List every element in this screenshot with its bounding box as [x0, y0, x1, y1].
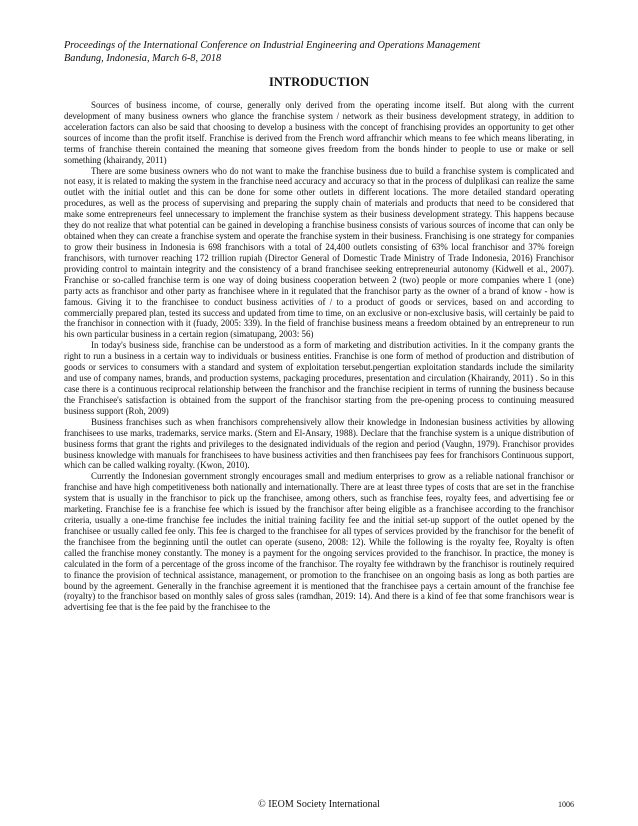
running-header	[64, 39, 574, 65]
copyright-notice: © IEOM Society International	[258, 799, 380, 810]
body-text	[64, 100, 574, 772]
paragraph-1: Sources of business income, of course, generally only derived from the operating income itself. But along with the current development of many business owners who glance the franchise system / network as their business development strategy, in addition to acceleration factors can also be said that choosing to develop a business with the concept of franchising provides an opportunity to get other sources of income than the profit itself. Franchise is derived from the French word affranchir which means to fee which means liberating, in terms of franchise therein contained the meaning that someone gives freedom from the bonds hinder to people to use or make or sell something (khairandy, 2011)	[64, 100, 574, 165]
header-location-date: Bandung, Indonesia, March 6-8, 2018	[64, 53, 222, 64]
paragraph-3: In today's business side, franchise can be understood as a form of marketing and distribution activities. In it the company grants the right to run a business in a certain way to individuals or business entities. Franchise is one form of method of production and distribution of goods or services to consumers with a standard and system of exploitation tersebut.pengertian exploitation standards include the similarity and use of company names, brands, and production systems, packaging procedures, presentation and circulation (Khairandy, 2011) . So in this case there is a continuous reciprocal relationship between the franchisor and the franchise recipient in terms of running the business because the Franchisee's satisfaction is obtained from the support of the franchisor starting from the pre-opening process to continuing measured business support (Roh, 2009)	[64, 340, 574, 416]
paragraph-2: There are some business owners who do not want to make the franchise business due to build a franchise system is complicated and not easy, it is related to making the system in the franchise need accuracy and accuracy so that in the process of dulplikasi can realize the same outlet with the initial outlet and this can be done for some other outlets in different locations. The more detailed standard operating procedures, as well as the process of supervising and preparing the supply chain of materials and products that need to be considered that make some entrepreneurs feel unnecessary to implement the franchise system as their business development strategy. This happens because they do not realize that what potential can be gained in developing a franchise business consists of various sources of income that can only be obtained when they can create a franchise system and operate the franchise system in their business. Franchising is one strategy for companies to grow their business in Indonesia is 698 franchisors with a total of 24,400 outlets consisting of 63% local franchisor and 37% foreign franchisors, with turnover reaching 172 trillion rupiah (Director General of Domestic Trade Ministry of Trade Indonesia, 2016) Franchisor providing control to maintain integrity and the consistency of a brand franchisee seeking entrepreneurial autonomy (Kidwell et al., 2007). Franchise or so-called franchise term is one way of doing business cooperation between 2 (two) people or more companies where 1 (one) party acts as franchisor and other party as franchisee where in it regulated that the franchisor party as the owner of a brand of know - how is famous. Giving it to the franchisee to conduct business activities of / to a product of goods or services, based on and according to commercially prepared plan, tested its success and updated from time to time, on an exclusive or non-exclusive basis, will certainly be paid to the franchisor in connection with it (fuady, 2005: 339). In the field of franchise business means a freedom obtained by an entrepreneur to run his own particular business in a certain region (simatupang, 2003: 56)	[64, 165, 574, 340]
paragraph-5: Currently the Indonesian government strongly encourages small and medium enterprises to grow as a reliable national franchisor or franchise and have high competitiveness both nationally and internationally. There are at least three types of costs that are set in the franchise system that is usually in the franchisor to pick up the franchisee, among others, such as franchise fees, royalty fees, and advertising fee or marketing. Franchise fee is a franchise fee which is issued by the franchisor after being eligible as a franchisee according to the franchisor criteria, usually a one-time franchise fee includes the initial training facility fee and the initial set-up support of the outlet opened by the franchisee or usually called fee only. This fee is charged to the franchisee for all types of services provided by the franchisor for the benefit of the franchisee from the beginning until the outlet can operate (suseno, 2008: 12). While the following is the royalty fee, Royalty is often called the franchise money constantly. The money is a payment for the ongoing services provided to the franchisor. In practice, the money is calculated in the form of a percentage of the gross income of the franchisor. The royalty fee withdrawn by the franchisor is routinely required to finance the provision of technical assistance, management, or promotion to the franchisee on an ongoing basis as long as both parties are bound by the agreement. Generally in the franchise agreement it is mentioned that the franchisee pays a certain amount of the franchise fee (royalty) to the franchisor based on monthly sales of gross sales (ramdhan, 2019: 14). And there is a kind of fee that some franchisors wear is advertising fee that is the fee paid by the franchisee to the	[64, 471, 574, 613]
section-title: INTRODUCTION	[268, 75, 369, 89]
paragraph-4: Business franchises such as when franchisors comprehensively allow their knowledge in Indonesian business activities by allowing franchisees to use marks, trademarks, service marks. (Stern and El-Ansary, 1988). Declare that the franchise system is a unique distribution of business forms that grant the rights and privileges to the designated individuals of the region and period (Vaughn, 1979). Franchisor provides business knowledge with manuals for franchisees to have business activities and then franchisees pay fees for franchisors Continuous support, which can be called walking royalty. (Kwon, 2010).	[64, 416, 574, 471]
page-number: 1006	[558, 800, 574, 809]
page-footer	[64, 798, 574, 812]
header-conference-name: Proceedings of the International Conference on Industrial Engineering and Operations Management	[64, 40, 481, 51]
